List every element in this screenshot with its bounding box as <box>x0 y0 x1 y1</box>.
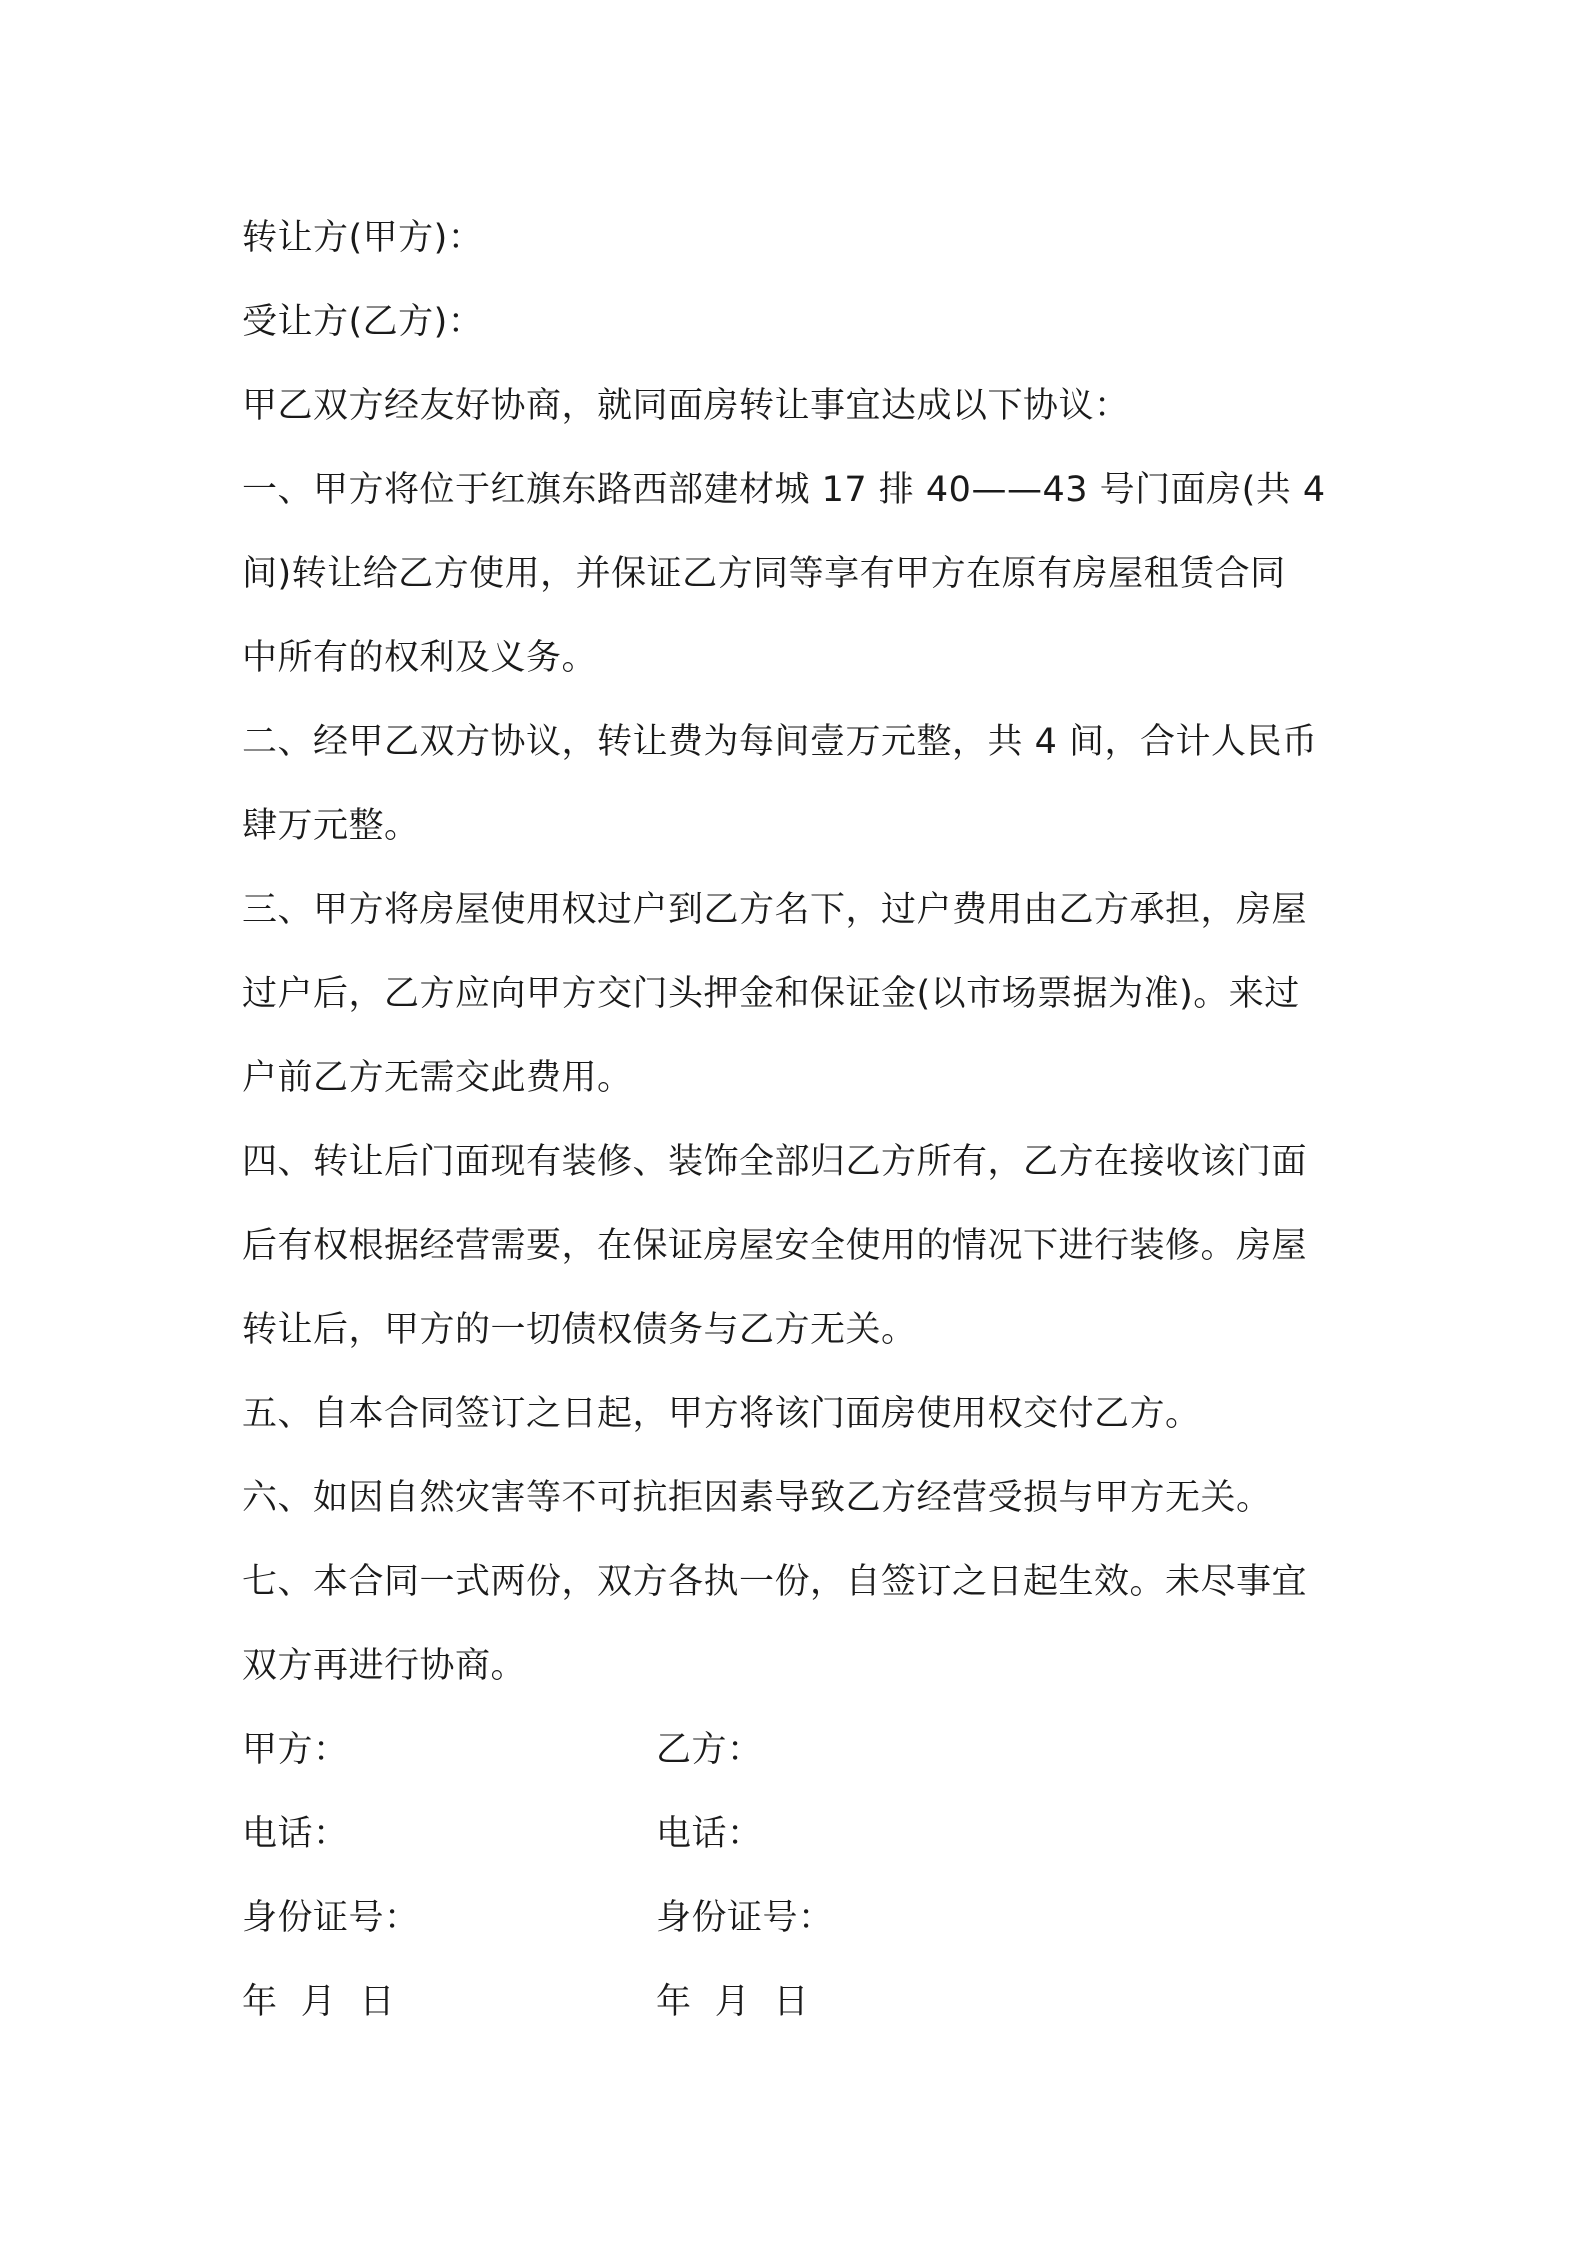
clause-5 <box>242 1372 1362 1456</box>
clause-line: 二、经甲乙双方协议，转让费为每间壹万元整，共 4 间，合计人民币 <box>242 722 1318 762</box>
signature-row-phone <box>242 1792 1362 1876</box>
clause-7 <box>242 1540 1362 1708</box>
clause-line: 后有权根据经营需要，在保证房屋安全使用的情况下进行装修。房屋 <box>242 1226 1308 1266</box>
transferor-line: 转让方(甲方)： <box>242 218 484 258</box>
clause-6 <box>242 1456 1362 1540</box>
clause-line: 双方再进行协商。 <box>242 1646 527 1686</box>
clause-line: 户前乙方无需交此费用。 <box>242 1058 633 1098</box>
clause-line: 五、自本合同签订之日起，甲方将该门面房使用权交付乙方。 <box>242 1394 1201 1434</box>
clause-line: 六、如因自然灾害等不可抗拒因素导致乙方经营受损与甲方无关。 <box>242 1478 1272 1518</box>
clause-1 <box>242 448 1362 700</box>
party-b-date: 年 月 日 <box>656 1982 810 2022</box>
clause-4 <box>242 1120 1362 1372</box>
signature-block <box>242 1708 1362 2044</box>
party-b-phone-label: 电话： <box>656 1814 763 1854</box>
clause-2 <box>242 700 1362 868</box>
party-a-date: 年 月 日 <box>242 1982 396 2022</box>
clause-line: 肆万元整。 <box>242 806 420 846</box>
clause-line: 转让后，甲方的一切债权债务与乙方无关。 <box>242 1310 917 1350</box>
intro-paragraph: 甲乙双方经友好协商，就同面房转让事宜达成以下协议： <box>242 386 1130 426</box>
clause-line: 中所有的权利及义务。 <box>242 638 598 678</box>
clause-line: 三、甲方将房屋使用权过户到乙方名下，过户费用由乙方承担，房屋 <box>242 890 1308 930</box>
clause-line: 四、转让后门面现有装修、装饰全部归乙方所有，乙方在接收该门面 <box>242 1142 1308 1182</box>
party-b-id-label: 身份证号： <box>656 1898 834 1938</box>
clause-line: 一、甲方将位于红旗东路西部建材城 17 排 40——43 号门面房(共 4 <box>242 470 1326 510</box>
signature-row-party <box>242 1708 1362 1792</box>
party-a-label: 甲方： <box>242 1730 349 1770</box>
signature-row-id <box>242 1876 1362 1960</box>
party-a-id-label: 身份证号： <box>242 1898 420 1938</box>
signature-row-date <box>242 1960 1362 2044</box>
clause-line: 过户后，乙方应向甲方交门头押金和保证金(以市场票据为准)。来过 <box>242 974 1300 1014</box>
contract-body <box>242 196 1362 2044</box>
transferee-line: 受让方(乙方)： <box>242 302 484 342</box>
clause-line: 间)转让给乙方使用，并保证乙方同等享有甲方在原有房屋租赁合同 <box>242 554 1286 594</box>
clause-3 <box>242 868 1362 1120</box>
clause-line: 七、本合同一式两份，双方各执一份，自签订之日起生效。未尽事宜 <box>242 1562 1308 1602</box>
party-b-label: 乙方： <box>656 1730 763 1770</box>
party-a-phone-label: 电话： <box>242 1814 349 1854</box>
